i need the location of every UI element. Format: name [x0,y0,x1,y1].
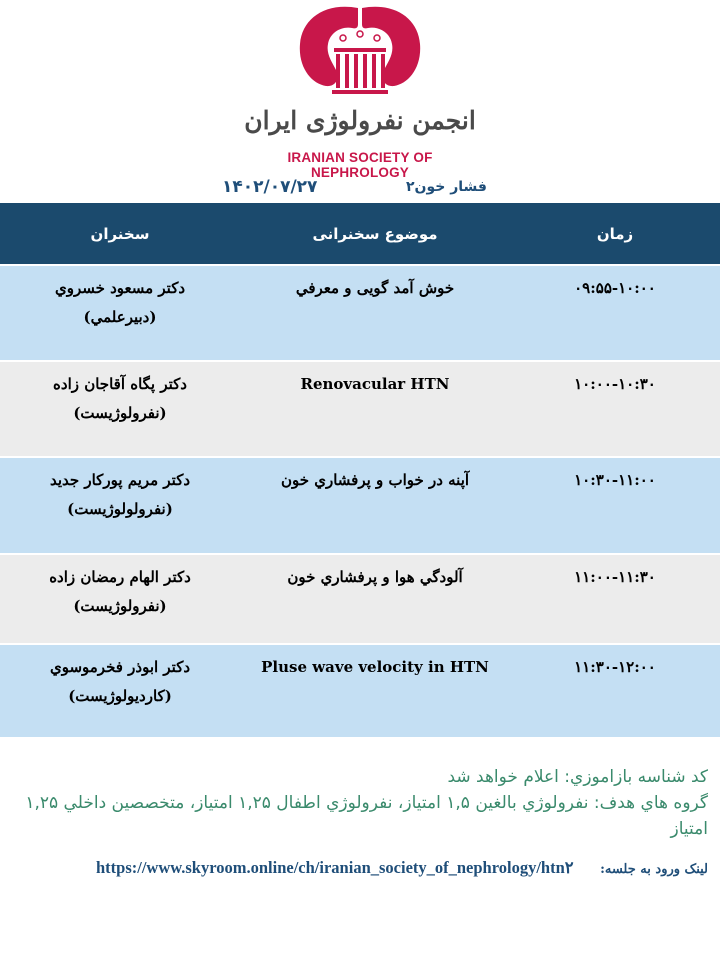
header-topic: موضوع سخنرانی [240,203,510,265]
time-cell: ۱۱:۳۰-۱۲:۰۰ [510,644,720,737]
logo-text-persian: انجمن نفرولوژی ایران [244,106,476,135]
topic-cell: آپنه در خواب و پرفشاري خون [240,457,510,554]
session-link[interactable]: https://www.skyroom.online/ch/iranian_society_of_nephrology/htn۲ [96,858,574,877]
target-groups-line: گروه هاي هدف: نفرولوژي بالغين ۱,۵ امتياز، نفرولوژي اطفال ۱,۲۵ امتياز، متخصصين داخلي ۱,۲۵ امتياز [25,793,708,839]
table-row [0,644,720,737]
table-row [0,554,720,644]
topic-cell: خوش آمد گویی و معرفي [240,265,510,361]
session-subtitle [0,177,720,201]
table-row [0,361,720,457]
speaker-role: (دبيرعلمي) [83,308,157,326]
accreditation-info [8,764,708,842]
time-cell: ۱۰:۳۰-۱۱:۰۰ [510,457,720,554]
time-cell: ۰۹:۵۵-۱۰:۰۰ [510,265,720,361]
speaker-role: (نفرولوژیست) [73,404,167,422]
session-link-label: لینک ورود به جلسه: [600,862,708,877]
topic-cell: آلودگي هوا و پرفشاري خون [240,554,510,644]
speaker-role: (كارديولوژيست) [68,687,172,705]
speaker-name: دکتر پگاه آقاجان زاده [53,375,187,393]
header-speakers: سخنران [0,203,240,265]
table-header-row [0,203,720,265]
speaker-name: دكتر الهام رمضان زاده [49,568,191,586]
topic-cell: Renovacular HTN [240,361,510,457]
speaker-cell [0,361,240,457]
table-row [0,457,720,554]
header-time: زمان [510,203,720,265]
speaker-name: دكتر مسعود خسروي [54,279,186,297]
session-date: ۱۴۰۲/۰۷/۲۷ [222,177,318,197]
retraining-code-line: کد شناسه بازاموزي: اعلام خواهد شد [447,767,708,787]
topic-cell: Pluse wave velocity in HTN [240,644,510,737]
speaker-name: دکتر مریم پورکار جدید [49,471,191,489]
time-cell: ۱۰:۰۰-۱۰:۳۰ [510,361,720,457]
schedule-table [0,203,720,737]
speaker-cell [0,457,240,554]
speaker-cell [0,265,240,361]
kidney-columns-logo-icon [296,4,424,100]
logo-text-english: IRANIAN SOCIETY OF NEPHROLOGY [287,150,433,180]
session-title: فشار خون۲ [406,179,487,195]
speaker-role: (نفرولولوژیست) [67,500,173,518]
society-logo [240,4,480,180]
speaker-cell [0,554,240,644]
time-cell: ۱۱:۰۰-۱۱:۳۰ [510,554,720,644]
table-row [0,265,720,361]
speaker-name: دكتر ابوذر فخرموسوي [49,658,191,676]
speaker-cell [0,644,240,737]
speaker-role: (نفرولوژیست) [73,597,167,615]
